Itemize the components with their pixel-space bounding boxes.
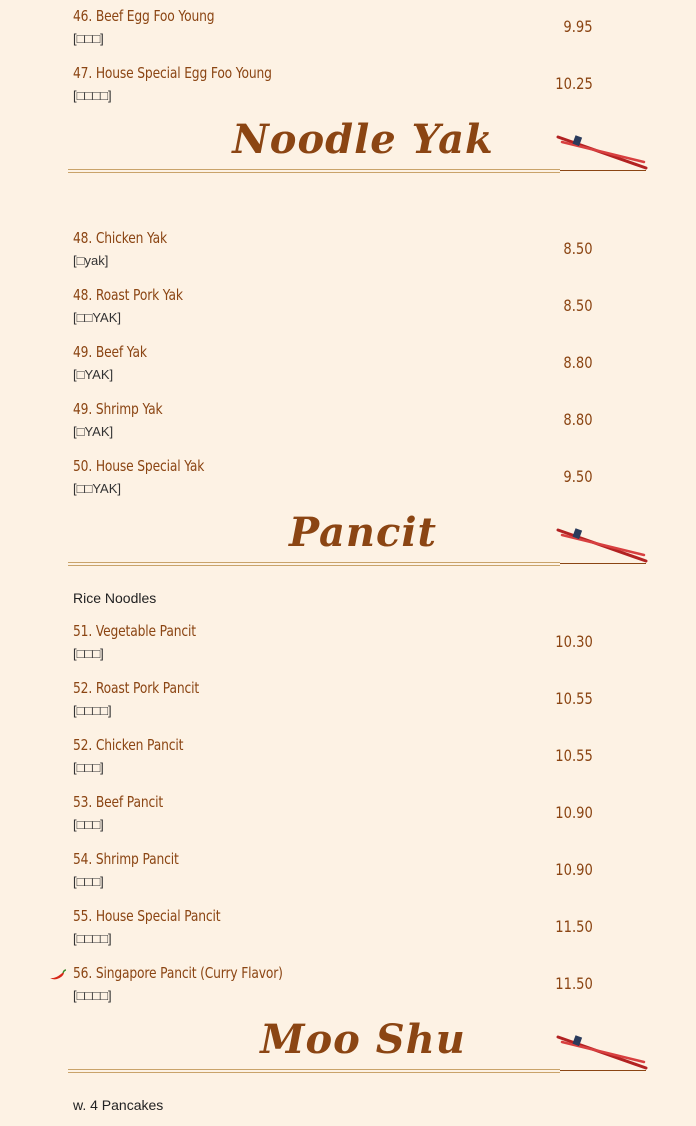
menu-item[interactable]: [73, 622, 603, 672]
section-title: Moo Shu: [260, 1016, 466, 1063]
item-name: 55. House Special Pancit: [73, 907, 221, 925]
item-chinese-name: [□□□]: [73, 31, 104, 46]
item-chinese-name: [□□□□]: [73, 931, 112, 946]
item-chinese-name: [□□□]: [73, 874, 104, 889]
item-name: 52. Chicken Pancit: [73, 736, 184, 754]
menu-item[interactable]: [73, 64, 603, 114]
item-chinese-name: [□YAK]: [73, 367, 114, 382]
item-name: 50. House Special Yak: [73, 457, 205, 475]
item-name: 48. Chicken Yak: [73, 229, 168, 247]
item-name: 56. Singapore Pancit (Curry Flavor): [73, 964, 283, 982]
item-price: 10.55: [555, 689, 593, 708]
item-chinese-name: [□□□]: [73, 817, 104, 832]
menu-item[interactable]: [73, 457, 603, 507]
item-chinese-name: [□□□□]: [73, 88, 112, 103]
menu-item[interactable]: [73, 229, 603, 279]
item-price: 10.25: [555, 74, 593, 93]
item-chinese-name: [□□YAK]: [73, 481, 121, 496]
chopsticks-icon: [556, 1032, 648, 1072]
divider-line: [68, 562, 560, 566]
menu-item[interactable]: [73, 679, 603, 729]
item-chinese-name: [□□□□]: [73, 988, 112, 1003]
item-name: 46. Beef Egg Foo Young: [73, 7, 215, 25]
item-name: 52. Roast Pork Pancit: [73, 679, 200, 697]
menu-item[interactable]: [73, 286, 603, 336]
chopsticks-icon: [556, 132, 648, 172]
item-name: 47. House Special Egg Foo Young: [73, 64, 272, 82]
section-header-moo-shu: [68, 1016, 646, 1076]
item-name: 51. Vegetable Pancit: [73, 622, 196, 640]
menu-item[interactable]: [73, 400, 603, 450]
item-chinese-name: [□□□□]: [73, 703, 112, 718]
item-price: 10.90: [555, 860, 593, 879]
section-note: w. 4 Pancakes: [73, 1097, 164, 1113]
item-name: 49. Beef Yak: [73, 343, 147, 361]
item-price: 10.30: [555, 632, 593, 651]
chopsticks-icon: [556, 525, 648, 565]
item-price: 9.95: [563, 17, 593, 36]
section-header-pancit: [68, 509, 646, 569]
item-chinese-name: [□YAK]: [73, 424, 114, 439]
item-price: 8.80: [563, 410, 593, 429]
item-price: 9.50: [563, 467, 593, 486]
menu-item[interactable]: [73, 964, 603, 1014]
section-title: Pancit: [288, 509, 438, 556]
item-price: 11.50: [555, 974, 593, 993]
item-chinese-name: [□□□]: [73, 760, 104, 775]
item-price: 8.50: [563, 239, 593, 258]
menu-item[interactable]: [73, 907, 603, 957]
chili-pepper-icon: [49, 969, 67, 981]
section-title: Noodle Yak: [232, 116, 494, 163]
item-name: 53. Beef Pancit: [73, 793, 164, 811]
item-chinese-name: [□□YAK]: [73, 310, 121, 325]
item-chinese-name: [□yak]: [73, 253, 109, 268]
section-note: Rice Noodles: [73, 590, 157, 606]
menu-item[interactable]: [73, 850, 603, 900]
item-price: 8.80: [563, 353, 593, 372]
item-price: 11.50: [555, 917, 593, 936]
section-header-noodle-yak: [68, 116, 646, 176]
divider-line: [68, 169, 560, 173]
menu-item[interactable]: [73, 793, 603, 843]
menu-item[interactable]: [73, 343, 603, 393]
item-name: 48. Roast Pork Yak: [73, 286, 183, 304]
item-price: 8.50: [563, 296, 593, 315]
item-chinese-name: [□□□]: [73, 646, 104, 661]
item-price: 10.55: [555, 746, 593, 765]
menu-item[interactable]: [73, 736, 603, 786]
menu-item[interactable]: [73, 7, 603, 57]
item-name: 54. Shrimp Pancit: [73, 850, 179, 868]
item-name: 49. Shrimp Yak: [73, 400, 163, 418]
item-price: 10.90: [555, 803, 593, 822]
divider-line: [68, 1069, 560, 1073]
